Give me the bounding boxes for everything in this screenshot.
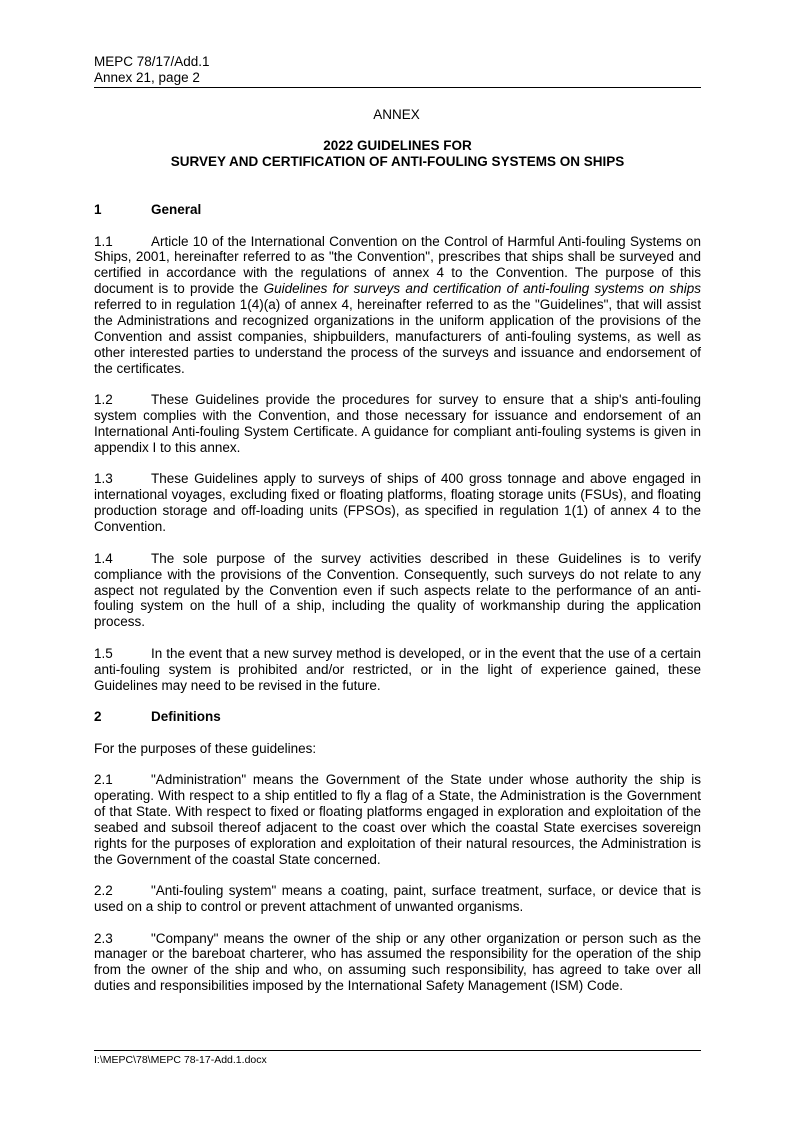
page-header	[94, 54, 700, 86]
section-heading-definitions	[94, 709, 701, 725]
paragraph-text: "Administration" means the Government of the State under whose authority the ship is operating. With respect to a ship entitled to fly a flag of a State, the Administration is the Government of that State. With respect to fixed or floating platforms engaged in exploration and exploitation of the seabed and subsoil thereof adjacent to the coast over which the coastal State exercises sovereign rights for the purposes of exploration and exploitation of their natural resources, the Administration is the Government of the coastal State concerned.	[94, 772, 701, 867]
paragraph-italic-text: Guidelines for surveys and certification of anti-fouling systems on ships	[263, 281, 701, 297]
paragraph-1-3	[94, 471, 701, 535]
paragraph-number: 2.1	[94, 772, 113, 788]
paragraph-2-2	[94, 883, 701, 915]
paragraph-text: referred to in regulation 1(4)(a) of annex 4, hereinafter referred to as the "Guidelines", that will assist the Administrations and recognized organizations in the uniform application of the provisions of the Convention and assist companies, shipbuilders, manufacturers of anti-fouling systems, as well as other interested parties to understand the process of the surveys and issuance and endorsement of the certificates.	[94, 297, 701, 376]
section-number: 2	[94, 709, 102, 725]
paragraph-text: These Guidelines provide the procedures for survey to ensure that a ship's anti-fouling system complies with the Convention, and those necessary for issuance and endorsement of an International Anti-fouling System Certificate. A guidance for compliant anti-fouling systems is given in appendix I to this annex.	[94, 392, 701, 455]
paragraph-text: These Guidelines apply to surveys of ships of 400 gross tonnage and above engaged in international voyages, excluding fixed or floating platforms, floating storage units (FSUs), and floating production storage and off-loading units (FPSOs), as specified in regulation 1(1) of annex 4 to the Convention.	[94, 471, 701, 535]
paragraph-1-2	[94, 392, 701, 456]
paragraph-number: 1.1	[94, 233, 113, 249]
paragraph-number: 2.2	[94, 883, 113, 899]
annex-label: ANNEX	[373, 107, 420, 122]
paragraph-number: 2.3	[94, 930, 113, 946]
footer-divider	[94, 1050, 701, 1051]
section-title: Definitions	[151, 709, 221, 725]
paragraph-number: 1.4	[94, 550, 113, 566]
paragraph-text: The sole purpose of the survey activities described in these Guidelines is to verify compliance with the provisions of the Convention. Consequently, such surveys do not relate to any aspect not regulated by the Convention even if such aspects relate to the performance of an anti-fouling system on the hull of a ship, including the quality of workmanship during the application process.	[94, 550, 701, 630]
paragraph-number: 1.2	[94, 392, 113, 408]
definitions-intro: For the purposes of these guidelines:	[94, 740, 317, 756]
paragraph-2-3	[94, 931, 701, 995]
paragraph-1-5	[94, 646, 701, 694]
paragraph-text: "Anti-fouling system" means a coating, paint, surface treatment, surface, or device that is used on a ship to control or prevent attachment of unwanted organisms.	[94, 883, 701, 915]
document-symbol: MEPC 78/17/Add.1	[94, 54, 210, 69]
paragraph-1-4	[94, 551, 701, 631]
paragraph-1-1	[94, 234, 701, 377]
paragraph-text: In the event that a new survey method is developed, or in the event that the use of a certain anti-fouling system is prohibited and/or restricted, or in the light of experience gained, these Guidelines may need to be revised in the future.	[94, 645, 701, 693]
footer-file-path: I:\MEPC\78\MEPC 78-17-Add.1.docx	[94, 1054, 267, 1066]
title-line-2: SURVEY AND CERTIFICATION OF ANTI-FOULING SYSTEMS ON SHIPS	[170, 154, 625, 169]
page-reference: Annex 21, page 2	[94, 70, 200, 85]
document-title	[94, 138, 701, 170]
section-heading-general	[94, 202, 701, 218]
paragraph-number: 1.5	[94, 645, 113, 661]
title-line-1: 2022 GUIDELINES FOR	[323, 138, 472, 153]
document-body	[94, 202, 701, 1010]
paragraph-text: Article 10 of the International Convention on the Control of Harmful Anti-fouling Systems on Ships, 2001, hereinafter referred to as "the Convention", prescribes that ships shall be surveyed and certified in accordance with the regulations of annex 4 to the Convention. The purpose of this document is to provide the	[94, 233, 701, 297]
paragraph-text: "Company" means the owner of the ship or any other organization or person such as the manager or the bareboat charterer, who has assumed the responsibility for the operation of the ship from the owner of the ship and who, on assuming such responsibility, has agreed to take over all duties and responsibilities imposed by the International Safety Management (ISM) Code.	[94, 930, 701, 994]
section-number: 1	[94, 202, 102, 217]
section-title: General	[151, 202, 202, 217]
header-divider	[94, 87, 701, 88]
paragraph-number: 1.3	[94, 471, 113, 487]
paragraph-2-1	[94, 772, 701, 867]
